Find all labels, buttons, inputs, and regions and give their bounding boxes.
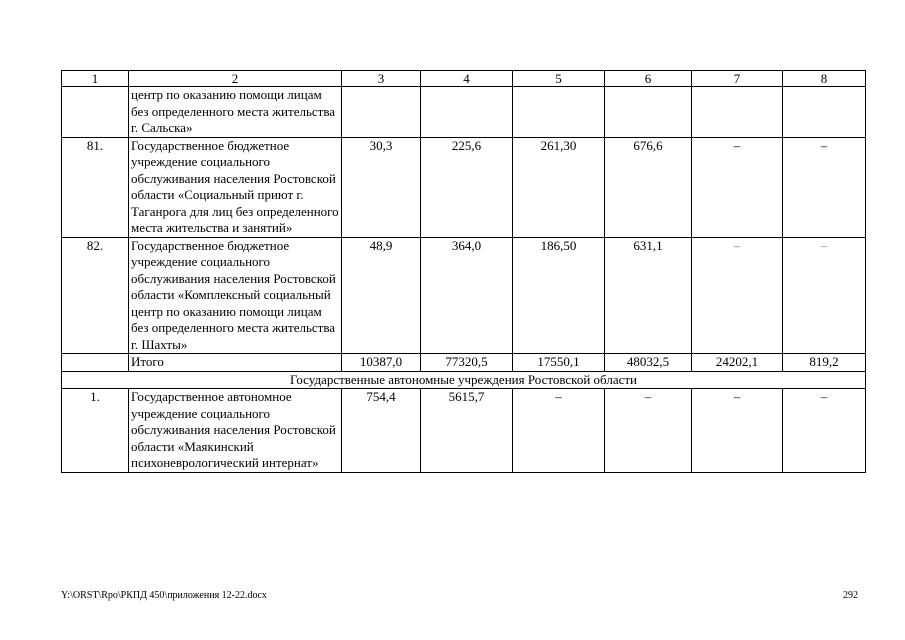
value-cell (783, 87, 866, 138)
header-cell: 5 (513, 71, 605, 87)
header-cell: 2 (129, 71, 342, 87)
section-header-row (62, 371, 866, 389)
value-cell: 676,6 (605, 137, 692, 237)
value-cell: – (783, 389, 866, 473)
total-row (62, 354, 866, 372)
header-cell: 3 (342, 71, 421, 87)
value-cell: – (692, 237, 783, 354)
data-table (61, 70, 866, 473)
value-cell: – (513, 389, 605, 473)
row-number: 82. (62, 237, 129, 354)
value-cell: 48,9 (342, 237, 421, 354)
value-cell: 631,1 (605, 237, 692, 354)
header-cell: 6 (605, 71, 692, 87)
value-cell: 754,4 (342, 389, 421, 473)
total-value: 10387,0 (342, 354, 421, 372)
value-cell: 261,30 (513, 137, 605, 237)
value-cell: 30,3 (342, 137, 421, 237)
header-cell: 1 (62, 71, 129, 87)
row-number-cell (62, 87, 129, 138)
header-row (62, 71, 866, 87)
row-number: 81. (62, 137, 129, 237)
value-cell: 225,6 (421, 137, 513, 237)
total-value: 48032,5 (605, 354, 692, 372)
table-row (62, 237, 866, 354)
header-cell: 4 (421, 71, 513, 87)
header-cell: 8 (783, 71, 866, 87)
table-row (62, 137, 866, 237)
total-label: Итого (129, 354, 342, 372)
institution-name: Государственное автономное учреждение социального обслуживания населения Ростовской области «Маякинский психоневрологический интернат» (129, 389, 342, 473)
value-cell: – (783, 237, 866, 354)
institution-name: Государственное бюджетное учреждение социального обслуживания населения Ростовской области «Комплексный социальный центр по оказанию помощи лицам без определенного места жительства г. Шахты» (129, 237, 342, 354)
value-cell: – (692, 389, 783, 473)
value-cell: – (605, 389, 692, 473)
row-number-cell (62, 354, 129, 372)
page-number: 292 (843, 590, 858, 601)
total-value: 77320,5 (421, 354, 513, 372)
value-cell (513, 87, 605, 138)
value-cell (605, 87, 692, 138)
table-row (62, 389, 866, 473)
value-cell: – (692, 137, 783, 237)
total-value: 819,2 (783, 354, 866, 372)
row-number: 1. (62, 389, 129, 473)
value-cell: 5615,7 (421, 389, 513, 473)
value-cell: 186,50 (513, 237, 605, 354)
value-cell (692, 87, 783, 138)
section-header: Государственные автономные учреждения Ростовской области (62, 371, 866, 389)
header-cell: 7 (692, 71, 783, 87)
value-cell (421, 87, 513, 138)
institution-name: Государственное бюджетное учреждение социального обслуживания населения Ростовской области «Социальный приют г. Таганрога для лиц без определенного места жительства и занятий» (129, 137, 342, 237)
value-cell: 364,0 (421, 237, 513, 354)
institution-name: центр по оказанию помощи лицам без определенного места жительства г. Сальска» (129, 87, 342, 138)
continuation-row (62, 87, 866, 138)
total-value: 17550,1 (513, 354, 605, 372)
value-cell (342, 87, 421, 138)
value-cell: – (783, 137, 866, 237)
total-value: 24202,1 (692, 354, 783, 372)
footer-file-path: Y:\ORST\Rpo\РКПД 450\приложения 12-22.docx (61, 590, 267, 601)
